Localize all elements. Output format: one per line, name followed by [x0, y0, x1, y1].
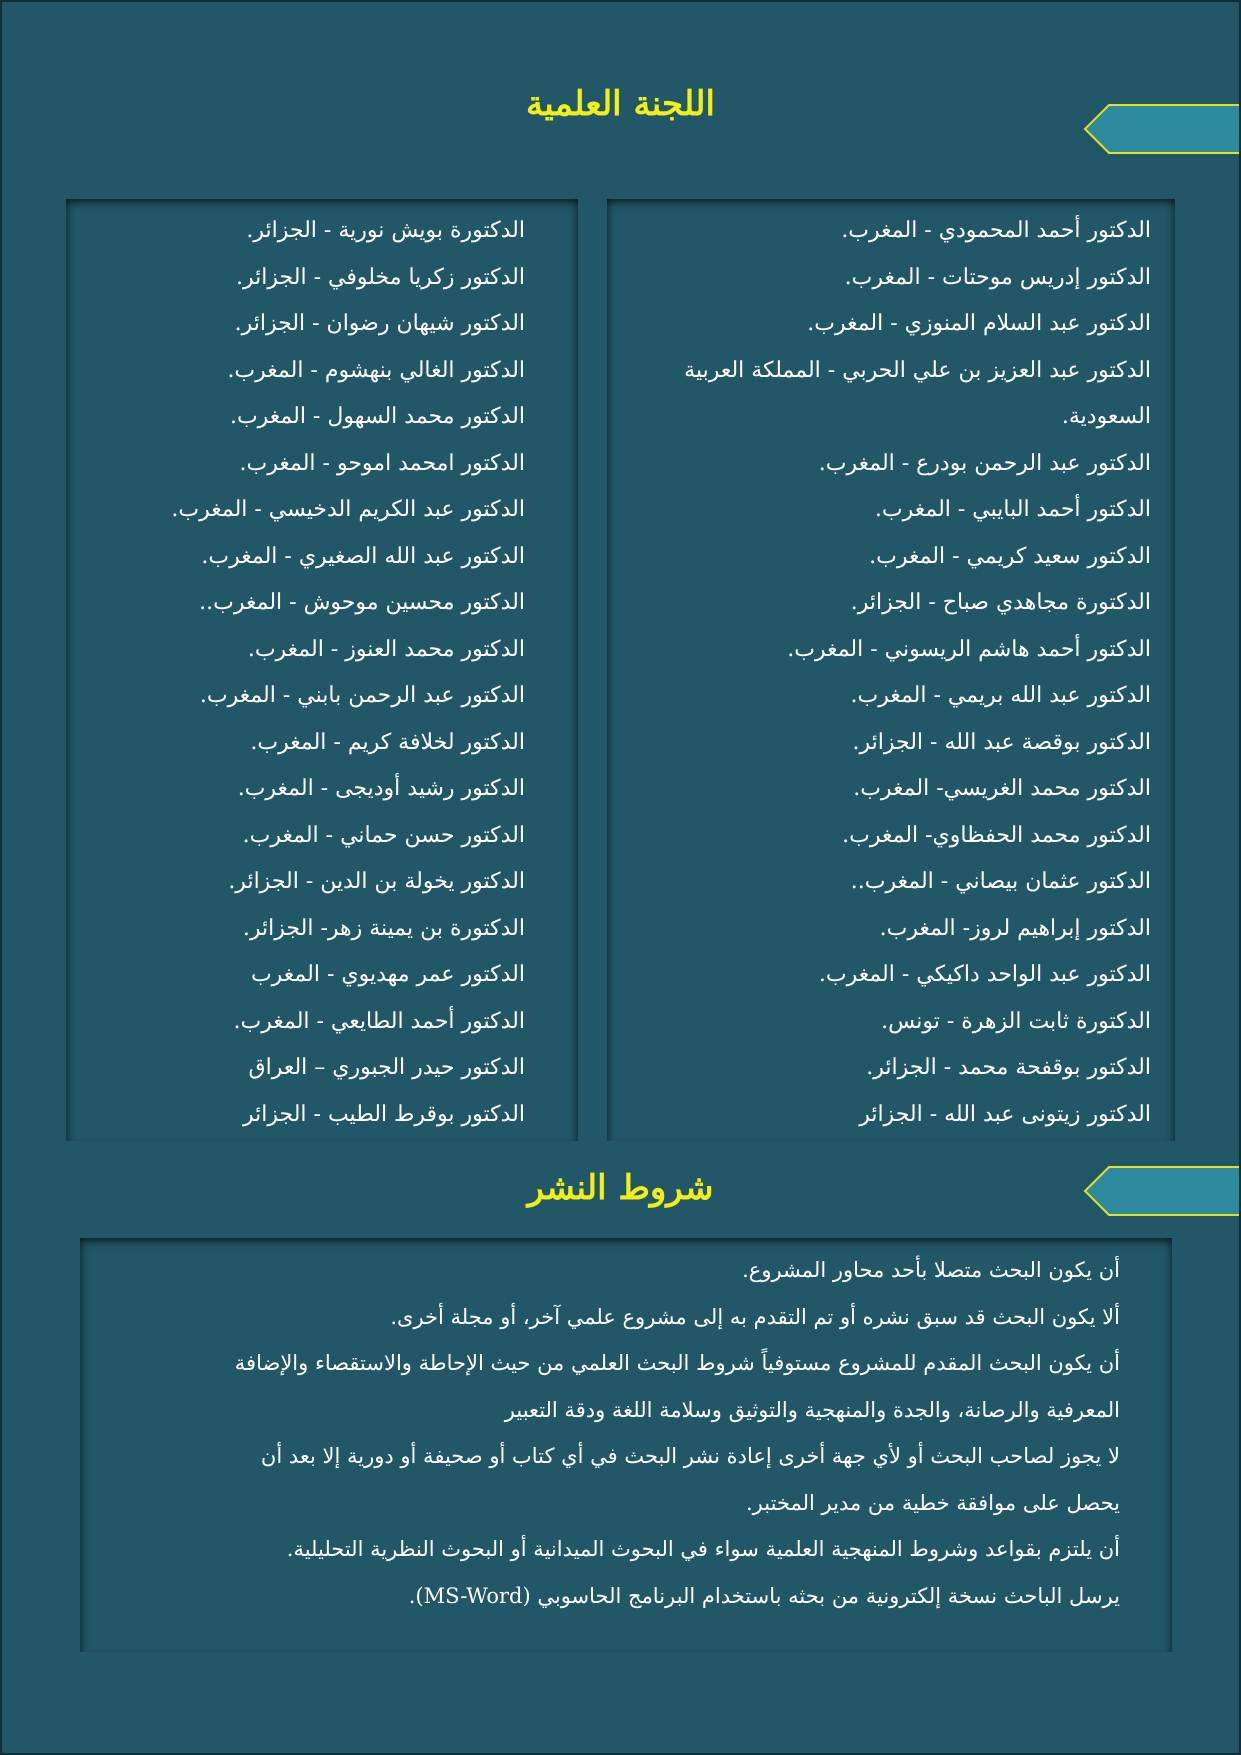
committee-member: الدكتور عبد العزيز بن علي الحربي - المملكة العربية	[684, 357, 1151, 383]
committee-member: الدكتورة مجاهدي صباح - الجزائر.	[850, 590, 1151, 615]
committee-member: الدكتور محمد الغريسي- المغرب.	[853, 776, 1151, 801]
condition-line: ألا يكون البحث قد سبق نشره أو تم التقدم به إلى مشروع علمي آخر، أو مجلة أخرى.	[390, 1304, 1120, 1329]
committee-member: الدكتور شيهان رضوان - الجزائر.	[234, 311, 525, 336]
committee-member: الدكتور عبد الله الصغيري - المغرب.	[201, 543, 525, 569]
committee-member: الدكتور عبد الرحمن بودرع - المغرب.	[818, 450, 1151, 476]
committee-member: الدكتور بوقفحة محمد - الجزائر.	[866, 1055, 1151, 1080]
committee-member: الدكتور عبد الله بريمي - المغرب.	[850, 683, 1151, 708]
committee-member: الدكتورة بويش نورية - الجزائر.	[246, 218, 525, 243]
condition-line: المعرفية والرصانة، والجدة والمنهجية والتوثيق وسلامة اللغة ودقة التعبير	[504, 1397, 1120, 1422]
condition-line: أن يلتزم بقواعد وشروط المنهجية العلمية سواء في البحوث الميدانية أو البحوث النظرية التحليلية.	[286, 1537, 1120, 1561]
committee-left-panel	[66, 199, 578, 1141]
committee-member: الدكتور يخولة بن الدين - الجزائر.	[228, 869, 525, 894]
committee-member: الدكتور الغالي بنهشوم - المغرب.	[227, 357, 525, 383]
committee-member: الدكتور أحمد المحمودي - المغرب.	[841, 218, 1151, 243]
committee-member: الدكتور بوقصة عبد الله - الجزائر.	[852, 729, 1151, 755]
committee-member: الدكتور أحمد البايبي - المغرب.	[874, 497, 1151, 522]
committee-member: الدكتور عبد الواحد داكيكي - المغرب.	[818, 962, 1151, 987]
committee-member: الدكتورة بن يمينة زهر- الجزائر.	[242, 915, 525, 941]
condition-line: أن يكون البحث متصلا بأحد محاور المشروع.	[742, 1258, 1120, 1282]
conditions-panel	[80, 1238, 1172, 1652]
condition-line: أن يكون البحث المقدم للمشروع مستوفياً شروط البحث العلمي من حيث الإحاطة والاستقصاء والإضافة	[234, 1351, 1120, 1375]
committee-member: الدكتور إدريس موحتات - المغرب.	[844, 264, 1151, 290]
condition-line: لا يجوز لصاحب البحث أو لأي جهة أخرى إعادة نشر البحث في أي كتاب أو صحيفة أو دورية إلا بعد أن	[260, 1444, 1120, 1468]
committee-member: الدكتور عبد الكريم الدخيسي - المغرب.	[171, 497, 525, 522]
committee-title: اللجنة العلمية	[526, 84, 715, 124]
committee-member: الدكتور لخلافة كريم - المغرب.	[250, 729, 525, 755]
committee-member: الدكتور محمد السهول - المغرب.	[229, 404, 525, 429]
committee-member: الدكتور محمد الحفظاوي- المغرب.	[842, 822, 1151, 848]
committee-member: الدكتورة ثابت الزهرة - تونس.	[881, 1008, 1151, 1034]
committee-member: الدكتور زكريا مخلوفي - الجزائر.	[236, 264, 525, 290]
committee-member: السعودية.	[1061, 404, 1151, 429]
committee-member: الدكتور امحمد اموحو - المغرب.	[239, 450, 525, 476]
committee-member: الدكتور رشيد أوديجى - المغرب.	[237, 776, 525, 801]
committee-member: الدكتور زيتونى عبد الله - الجزائر	[859, 1101, 1151, 1127]
committee-member: الدكتور عمر مهديوي - المغرب	[250, 962, 525, 987]
committee-member: الدكتور أحمد هاشم الريسوني - المغرب.	[787, 636, 1151, 662]
committee-member: الدكتور عبد السلام المنوزي - المغرب.	[807, 311, 1151, 336]
committee-member: الدكتور إبراهيم لروز- المغرب.	[879, 915, 1151, 941]
committee-right-panel	[607, 199, 1175, 1141]
committee-member: الدكتور بوقرط الطيب - الجزائر	[243, 1101, 525, 1127]
committee-member: الدكتور عبد الرحمن بابني - المغرب.	[199, 683, 525, 708]
committee-member: الدكتور عثمان بيصاني - المغرب..	[850, 869, 1151, 894]
committee-member: الدكتور أحمد الطايعي - المغرب.	[233, 1008, 525, 1034]
committee-member: الدكتور محسين موحوش - المغرب..	[199, 590, 525, 615]
conditions-title: شروط النشر	[527, 1168, 714, 1208]
committee-member: الدكتور حسن حماني - المغرب.	[242, 822, 525, 848]
condition-line: يرسل الباحث نسخة إلكترونية من بحثه باستخدام البرنامج الحاسوبي (MS-Word).	[408, 1583, 1120, 1608]
condition-line: يحصل على موافقة خطية من مدير المختبر.	[745, 1490, 1120, 1515]
committee-member: الدكتور حيدر الجبوري – العراق	[248, 1055, 525, 1080]
committee-member: الدكتور سعيد كريمي - المغرب.	[869, 543, 1151, 569]
committee-member: الدكتور محمد العنوز - المغرب.	[247, 636, 525, 662]
